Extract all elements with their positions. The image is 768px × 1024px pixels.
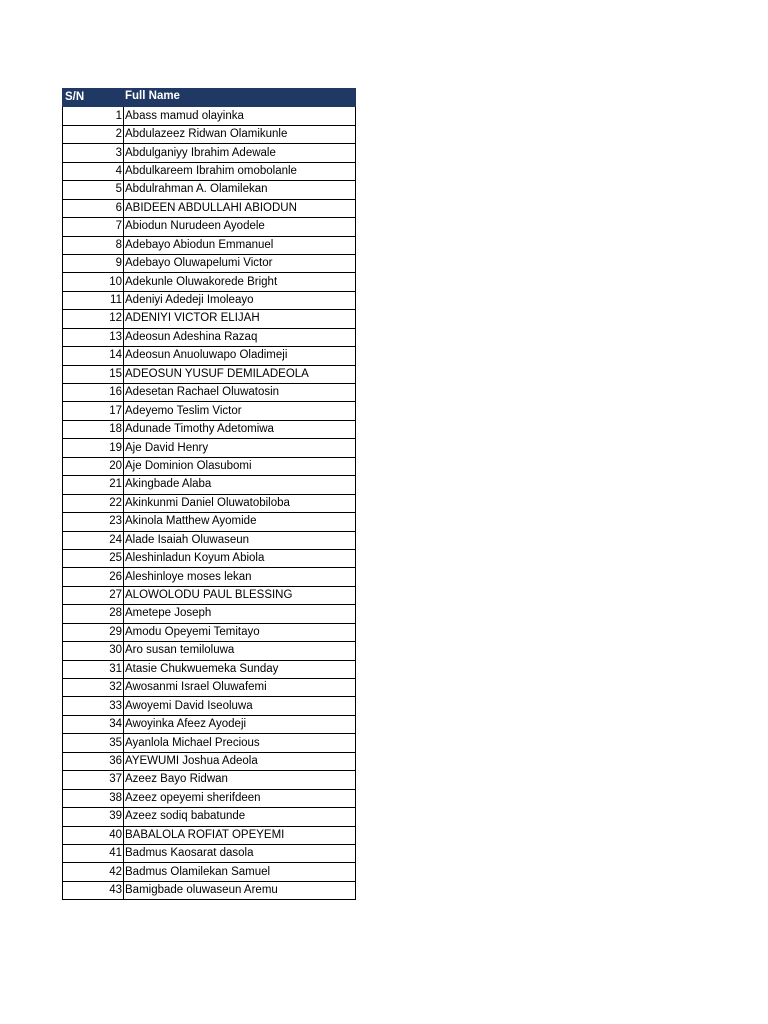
serial-number-cell: 7: [63, 218, 124, 236]
serial-number-cell: 43: [63, 881, 124, 899]
serial-number-cell: 3: [63, 144, 124, 162]
full-name-column-header: Full Name: [124, 89, 356, 107]
full-name-cell: Awoyinka Afeez Ayodeji: [124, 715, 356, 733]
full-name-cell: ADEOSUN YUSUF DEMILADEOLA: [124, 365, 356, 383]
serial-number-cell: 21: [63, 476, 124, 494]
full-name-cell: Abdulkareem Ibrahim omobolanle: [124, 162, 356, 180]
full-name-cell: Adeniyi Adedeji Imoleayo: [124, 291, 356, 309]
serial-number-cell: 37: [63, 771, 124, 789]
table-row: [63, 125, 356, 143]
full-name-cell: Adeyemo Teslim Victor: [124, 402, 356, 420]
full-name-cell: Aro susan temiloluwa: [124, 642, 356, 660]
table-row: [63, 808, 356, 826]
sn-column-header: S/N: [63, 89, 124, 107]
full-name-cell: Adebayo Oluwapelumi Victor: [124, 254, 356, 272]
serial-number-cell: 23: [63, 513, 124, 531]
full-name-cell: Akingbade Alaba: [124, 476, 356, 494]
serial-number-cell: 32: [63, 679, 124, 697]
serial-number-cell: 25: [63, 549, 124, 567]
table-row: [63, 771, 356, 789]
table-row: [63, 844, 356, 862]
serial-number-cell: 41: [63, 844, 124, 862]
serial-number-cell: 16: [63, 384, 124, 402]
serial-number-cell: 29: [63, 623, 124, 641]
header-row: [63, 89, 356, 107]
full-name-cell: Adebayo Abiodun Emmanuel: [124, 236, 356, 254]
full-name-cell: Akinkunmi Daniel Oluwatobiloba: [124, 494, 356, 512]
full-name-cell: Adeosun Adeshina Razaq: [124, 328, 356, 346]
table-row: [63, 365, 356, 383]
serial-number-cell: 17: [63, 402, 124, 420]
full-name-cell: Aleshinladun Koyum Abiola: [124, 549, 356, 567]
full-name-cell: Alade Isaiah Oluwaseun: [124, 531, 356, 549]
serial-number-cell: 36: [63, 752, 124, 770]
table-row: [63, 715, 356, 733]
full-name-cell: Adunade Timothy Adetomiwa: [124, 420, 356, 438]
full-name-cell: Adekunle Oluwakorede Bright: [124, 273, 356, 291]
table-row: [63, 789, 356, 807]
table-row: [63, 291, 356, 309]
serial-number-cell: 20: [63, 457, 124, 475]
serial-number-cell: 39: [63, 808, 124, 826]
table-row: [63, 863, 356, 881]
table-row: [63, 439, 356, 457]
full-name-cell: Badmus Kaosarat dasola: [124, 844, 356, 862]
full-name-cell: Azeez sodiq babatunde: [124, 808, 356, 826]
full-name-cell: Adesetan Rachael Oluwatosin: [124, 384, 356, 402]
serial-number-cell: 26: [63, 568, 124, 586]
full-name-cell: Abdulrahman A. Olamilekan: [124, 181, 356, 199]
table-row: [63, 642, 356, 660]
serial-number-cell: 38: [63, 789, 124, 807]
table-row: [63, 107, 356, 125]
table-row: [63, 199, 356, 217]
table-row: [63, 826, 356, 844]
serial-number-cell: 9: [63, 254, 124, 272]
full-name-cell: BABALOLA ROFIAT OPEYEMI: [124, 826, 356, 844]
serial-number-cell: 5: [63, 181, 124, 199]
table-row: [63, 605, 356, 623]
serial-number-cell: 19: [63, 439, 124, 457]
serial-number-cell: 40: [63, 826, 124, 844]
serial-number-cell: 18: [63, 420, 124, 438]
full-name-cell: Aje Dominion Olasubomi: [124, 457, 356, 475]
table-row: [63, 218, 356, 236]
full-name-cell: Abdulganiyy Ibrahim Adewale: [124, 144, 356, 162]
table-row: [63, 494, 356, 512]
names-table: [62, 88, 356, 900]
serial-number-cell: 35: [63, 734, 124, 752]
full-name-cell: Azeez opeyemi sherifdeen: [124, 789, 356, 807]
full-name-cell: Aje David Henry: [124, 439, 356, 457]
table-row: [63, 752, 356, 770]
table-row: [63, 549, 356, 567]
full-name-cell: Azeez Bayo Ridwan: [124, 771, 356, 789]
serial-number-cell: 10: [63, 273, 124, 291]
table-row: [63, 881, 356, 899]
table-row: [63, 586, 356, 604]
serial-number-cell: 28: [63, 605, 124, 623]
full-name-cell: Atasie Chukwuemeka Sunday: [124, 660, 356, 678]
table-row: [63, 513, 356, 531]
table-row: [63, 273, 356, 291]
full-name-cell: Ametepe Joseph: [124, 605, 356, 623]
table-row: [63, 328, 356, 346]
full-name-cell: Akinola Matthew Ayomide: [124, 513, 356, 531]
serial-number-cell: 15: [63, 365, 124, 383]
full-name-cell: Bamigbade oluwaseun Aremu: [124, 881, 356, 899]
full-name-cell: AYEWUMI Joshua Adeola: [124, 752, 356, 770]
table-row: [63, 623, 356, 641]
table-row: [63, 162, 356, 180]
full-name-cell: Aleshinloye moses lekan: [124, 568, 356, 586]
serial-number-cell: 12: [63, 310, 124, 328]
serial-number-cell: 22: [63, 494, 124, 512]
full-name-cell: Awoyemi David Iseoluwa: [124, 697, 356, 715]
table-row: [63, 347, 356, 365]
serial-number-cell: 1: [63, 107, 124, 125]
full-name-cell: Abdulazeez Ridwan Olamikunle: [124, 125, 356, 143]
serial-number-cell: 6: [63, 199, 124, 217]
serial-number-cell: 33: [63, 697, 124, 715]
full-name-cell: Awosanmi Israel Oluwafemi: [124, 679, 356, 697]
table-row: [63, 310, 356, 328]
full-name-cell: ALOWOLODU PAUL BLESSING: [124, 586, 356, 604]
table-row: [63, 254, 356, 272]
table-row: [63, 697, 356, 715]
table-row: [63, 568, 356, 586]
serial-number-cell: 27: [63, 586, 124, 604]
table-row: [63, 457, 356, 475]
serial-number-cell: 8: [63, 236, 124, 254]
table-row: [63, 420, 356, 438]
full-name-cell: Ayanlola Michael Precious: [124, 734, 356, 752]
table-row: [63, 734, 356, 752]
table-row: [63, 531, 356, 549]
serial-number-cell: 42: [63, 863, 124, 881]
full-name-cell: Adeosun Anuoluwapo Oladimeji: [124, 347, 356, 365]
table-row: [63, 476, 356, 494]
serial-number-cell: 4: [63, 162, 124, 180]
serial-number-cell: 34: [63, 715, 124, 733]
table-row: [63, 402, 356, 420]
table-row: [63, 236, 356, 254]
full-name-cell: Amodu Opeyemi Temitayo: [124, 623, 356, 641]
full-name-cell: Badmus Olamilekan Samuel: [124, 863, 356, 881]
serial-number-cell: 11: [63, 291, 124, 309]
full-name-cell: Abass mamud olayinka: [124, 107, 356, 125]
serial-number-cell: 30: [63, 642, 124, 660]
table-row: [63, 679, 356, 697]
table-body: [63, 107, 356, 900]
serial-number-cell: 14: [63, 347, 124, 365]
full-name-cell: ABIDEEN ABDULLAHI ABIODUN: [124, 199, 356, 217]
table-row: [63, 660, 356, 678]
serial-number-cell: 24: [63, 531, 124, 549]
full-name-cell: ADENIYI VICTOR ELIJAH: [124, 310, 356, 328]
table-row: [63, 384, 356, 402]
table-header: [63, 89, 356, 107]
table-row: [63, 181, 356, 199]
serial-number-cell: 13: [63, 328, 124, 346]
table-row: [63, 144, 356, 162]
serial-number-cell: 31: [63, 660, 124, 678]
serial-number-cell: 2: [63, 125, 124, 143]
full-name-cell: Abiodun Nurudeen Ayodele: [124, 218, 356, 236]
